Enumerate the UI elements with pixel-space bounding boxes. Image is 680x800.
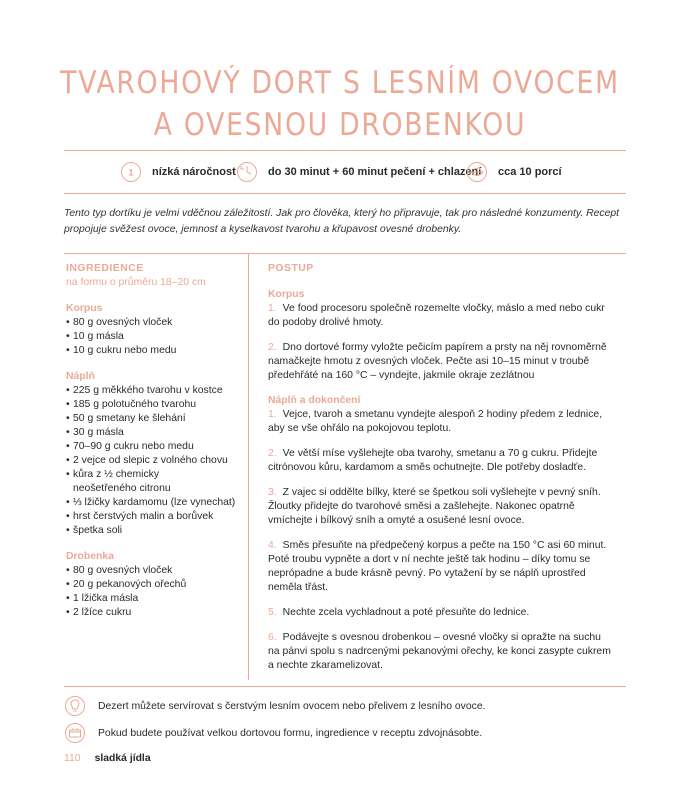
meta-top-rule	[64, 150, 626, 151]
method-column	[268, 262, 613, 673]
bowl-icon	[466, 161, 488, 183]
ingredient-item: • 2 lžíce cukru	[66, 606, 242, 620]
method-step	[268, 486, 613, 528]
ingredient-item: • 1 lžička másla	[66, 592, 242, 606]
step-text: Nechte zcela vychladnout a poté přesuňte do lednice.	[282, 607, 530, 618]
ingredient-item: • hrst čerstvých malin a borůvek	[66, 510, 242, 524]
servings-info	[466, 157, 562, 187]
ingredient-item: • 10 g cukru nebo medu	[66, 344, 242, 358]
recipe-intro: Tento typ dortíku je velmi vděčnou záležitostí. Jak pro člověka, který ho připravuje, tak pro následné konzumenty. Recept propojuje svěžest ovoce, jemnost a kyselkavost tvarohu a křupavost ovesné drobenky.	[64, 208, 620, 235]
step-text: Vejce, tvaroh a smetanu vyndejte alespoň 2 hodiny předem z lednice, aby se vše ohřálo na pokojovou teplotu.	[268, 409, 603, 434]
difficulty-icon-number: 1	[128, 167, 134, 178]
method-step	[268, 302, 613, 330]
method-step	[268, 341, 613, 383]
ingredient-item: • 50 g smetany ke šlehání	[66, 412, 242, 426]
method-heading: POSTUP	[268, 263, 314, 274]
tip-text: Pokud budete používat velkou dortovou formu, ingredience v receptu zdvojnásobte.	[98, 727, 483, 739]
ingredient-item: • 80 g ovesných vloček	[66, 564, 242, 578]
method-section-label: Korpus	[268, 289, 305, 300]
meta-bottom-rule	[64, 193, 626, 194]
ingredient-item: • špetka soli	[66, 524, 242, 538]
ingredients-section-label: Náplň	[66, 371, 95, 382]
step-text: Z vajec si oddělte bílky, které se špetkou soli vyšlehejte v pevný sníh. Žloutky přidejte do tvarohové směsi a zašlehejte. Nakonec opatrně vmíchejte i bílkový sníh a omyté a osušené lesní ovoce.	[268, 487, 601, 526]
difficulty-label: nízká náročnost	[152, 166, 236, 178]
method-step	[268, 606, 613, 620]
clock-icon	[236, 161, 258, 183]
ingredient-item: • 70–90 g cukru nebo medu	[66, 440, 242, 454]
tip-text: Dezert můžete servírovat s čerstvým lesním ovocem nebo přelivem z lesního ovoce.	[98, 700, 486, 712]
ingredient-item: • 225 g měkkého tvarohu v kostce	[66, 384, 242, 398]
chapter-name: sladká jídla	[94, 753, 151, 764]
time-info	[236, 157, 481, 187]
step-number: 6.	[268, 632, 277, 643]
ingredients-column	[66, 262, 242, 620]
step-number: 1.	[268, 409, 277, 420]
ingredients-heading: INGREDIENCE	[66, 263, 144, 274]
recipe-meta-bar	[64, 157, 626, 187]
tip-serving	[64, 694, 624, 718]
method-step	[268, 447, 613, 475]
step-number: 2.	[268, 448, 277, 459]
method-step	[268, 631, 613, 673]
tips-top-rule	[64, 686, 626, 687]
column-divider	[248, 253, 249, 680]
recipe-title-line-1: TVAROHOVÝ DORT S LESNÍM OVOCEM	[60, 65, 620, 101]
method-step	[268, 539, 613, 595]
step-text: Ve food procesoru společně rozemelte vločky, máslo a med nebo cukr do podoby drolivé hmoty.	[268, 303, 605, 328]
ingredients-subtitle: na formu o průměru 18–20 cm	[66, 277, 206, 288]
cake-pan-icon	[64, 722, 86, 744]
ingredient-item: • 185 g polotučného tvarohu	[66, 398, 242, 412]
ingredient-item: • ⅓ lžičky kardamomu (lze vynechat)	[66, 496, 242, 510]
step-number: 4.	[268, 540, 277, 551]
step-number: 3.	[268, 487, 277, 498]
ingredients-list	[66, 564, 242, 620]
ingredient-item: • kůra z ½ chemicky neošetřeného citronu	[66, 468, 242, 496]
tip-large-pan	[64, 721, 624, 745]
difficulty-info	[120, 157, 236, 187]
ingredients-list	[66, 384, 242, 538]
method-step	[268, 408, 613, 436]
ingredients-section-label: Drobenka	[66, 551, 114, 562]
page-number: 110	[64, 753, 81, 764]
difficulty-icon	[120, 161, 142, 183]
ingredient-item: • 2 vejce od slepic z volného chovu	[66, 454, 242, 468]
columns-top-rule	[64, 253, 626, 254]
step-text: Podávejte s ovesnou drobenkou – ovesné vločky si opražte na suchu na pánvi spolu s nadrcenými pekanovými ořechy, ke konci zasypte cukrem a nechte zkaramelizovat.	[268, 632, 611, 671]
ingredients-section-label: Korpus	[66, 303, 103, 314]
recipe-title-line-2: A OVESNOU DROBENKOU	[153, 107, 527, 143]
ingredient-item: • 10 g másla	[66, 330, 242, 344]
step-number: 2.	[268, 342, 277, 353]
page-footer	[64, 753, 151, 764]
method-section-label: Náplň a dokončení	[268, 395, 361, 406]
step-number: 5.	[268, 607, 277, 618]
step-text: Směs přesuňte na předpečený korpus a pečte na 150 °C asi 60 minut. Poté troubu vypněte a dort v ní nechte ještě tak hodinu – díky tomu se neprópadne a bude krásně pevný. Po vytažení by se náplň uprostřed neměla třást.	[268, 540, 607, 593]
recipe-title	[0, 62, 680, 146]
step-text: Ve větší míse vyšlehejte oba tvarohy, smetanu a 70 g cukru. Přidejte citrónovou kůru, kardamom a směs ochutnejte. Dle potřeby dosladťe.	[268, 448, 598, 473]
ingredients-list	[66, 316, 242, 358]
step-number: 1.	[268, 303, 277, 314]
time-label: do 30 minut + 60 minut pečení + chlazení	[268, 166, 482, 178]
ingredient-item: • 20 g pekanových ořechů	[66, 578, 242, 592]
ingredient-item: • 80 g ovesných vloček	[66, 316, 242, 330]
lightbulb-icon	[64, 695, 86, 717]
servings-label: cca 10 porcí	[498, 166, 562, 178]
step-text: Dno dortové formy vyložte pečicím papírem a prsty na něj rovnoměrně namačkejte hmotu z ovesných vloček. Pečte asi 10–15 minut v troubě předehřáté na 160 °C – vyndejte, jakmile okraje zezlátnou	[268, 342, 607, 381]
ingredient-item: • 30 g másla	[66, 426, 242, 440]
